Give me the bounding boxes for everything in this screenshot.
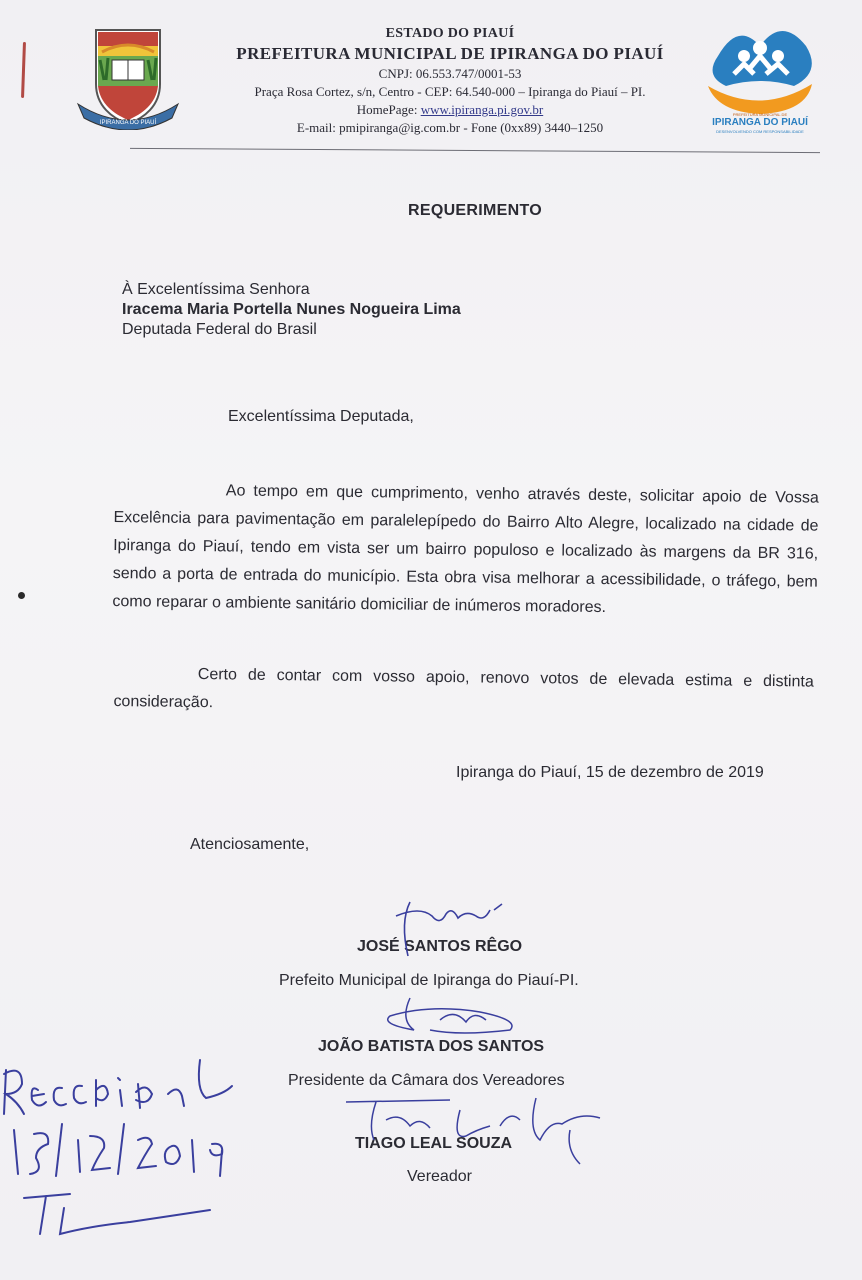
state-name: ESTADO DO PIAUÍ — [385, 26, 515, 41]
letterhead — [210, 26, 690, 136]
closing: Atenciosamente, — [190, 836, 310, 853]
cnpj: CNPJ: 06.553.747/0001-53 — [378, 66, 522, 81]
recipient-role: Deputada Federal do Brasil — [122, 321, 317, 338]
municipal-coat-of-arms-icon — [72, 26, 184, 130]
homepage-line — [210, 102, 690, 118]
crest-ribbon-text: IPIRANGA DO PIAUÍ — [99, 120, 157, 126]
signatory-title-1: Prefeito Municipal de Ipiranga do Piauí-PI. — [279, 972, 579, 989]
signatory-name-1: JOSÉ SANTOS RÊGO — [357, 938, 523, 955]
signatory-name-2: JOÃO BATISTA DOS SANTOS — [318, 1038, 545, 1055]
homepage-label: HomePage: — [356, 102, 418, 117]
prefeitura-name: PREFEITURA MUNICIPAL DE IPIRANGA DO PIAUÍ — [236, 44, 664, 63]
body-paragraph-2: Certo de contar com vosso apoio, renovo votos de elevada estima e distinta consideração. — [113, 666, 814, 712]
signature-2-icon — [370, 990, 540, 1040]
greeting: Excelentíssima Deputada, — [228, 408, 414, 425]
homepage-link[interactable]: www.ipiranga.pi.gov.br — [420, 102, 544, 117]
logo-small-top: PREFEITURA MUNICIPAL DE — [732, 112, 788, 117]
handwritten-receipt-icon — [0, 1050, 250, 1250]
recipient-name: Iracema Maria Portella Nunes Nogueira Lima — [122, 301, 461, 318]
document-title: REQUERIMENTO — [408, 202, 542, 219]
logo-small-bottom: DESENVOLVENDO COM RESPONSABILIDADE — [716, 129, 804, 134]
logo-text: IPIRANGA DO PIAUÍ — [712, 117, 808, 128]
signatory-title-3: Vereador — [407, 1168, 472, 1185]
margin-pen-mark — [21, 42, 26, 98]
body-paragraph-1: Ao tempo em que cumprimento, venho através deste, solicitar apoio de Vossa Excelência para pavimentação em paralelepípedo do Bairro Alto Alegre, localizado na cidade de Ipiranga do Piauí, tendo em vista ser um bairro populoso e localizado às margens da BR 316, sendo a porta de entrada do município. Esta obra visa melhorar a acessibilidade, o tráfego, bem como reparar o ambiente sanitário domiciliar de inúmeros moradores. — [112, 482, 819, 617]
recipient-salutation: À Excelentíssima Senhora — [122, 281, 310, 298]
ipiranga-do-piaui-logo-icon — [698, 16, 822, 140]
signatory-title-2: Presidente da Câmara dos Vereadores — [288, 1072, 565, 1089]
signature-3-icon — [340, 1090, 620, 1170]
address: Praça Rosa Cortez, s/n, Centro - CEP: 64.540-000 – Ipiranga do Piauí – PI. — [254, 84, 646, 99]
email-phone: E-mail: pmipiranga@ig.com.br - Fone (0xx89) 3440–1250 — [296, 120, 604, 135]
handwritten-receipt-note — [0, 1050, 250, 1250]
recipient-block — [122, 280, 461, 340]
punch-dot — [18, 592, 25, 599]
header-divider — [130, 148, 820, 153]
place-date: Ipiranga do Piauí, 15 de dezembro de 2019 — [456, 764, 764, 781]
signatory-name-3: TIAGO LEAL SOUZA — [355, 1135, 513, 1152]
